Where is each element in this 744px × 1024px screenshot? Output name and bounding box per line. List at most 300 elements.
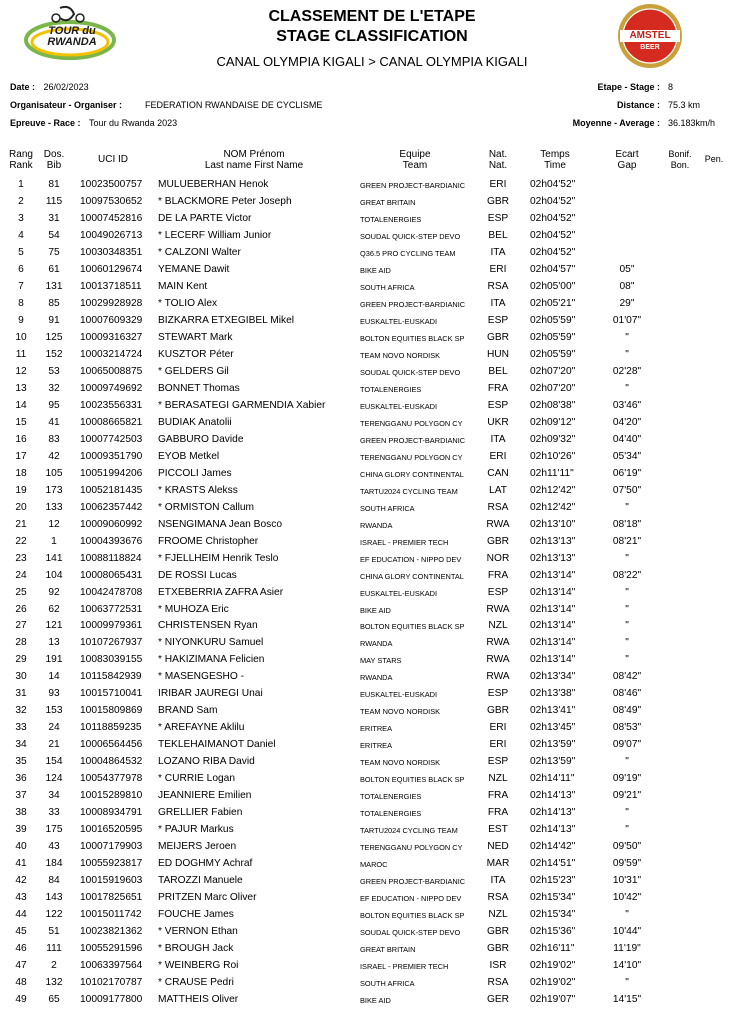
- col-bib: [37, 149, 71, 171]
- rank-cell: 18: [15, 467, 27, 479]
- team-cell: EUSKALTEL-EUSKADI: [360, 690, 438, 700]
- uci-id-cell: 10063772531: [80, 603, 143, 615]
- nationality-cell: FRA: [487, 569, 509, 581]
- team-cell: RWANDA: [360, 639, 393, 649]
- nationality-cell: GBR: [486, 943, 510, 955]
- bib-cell: 95: [48, 399, 60, 411]
- gap-cell: 02'28": [612, 365, 642, 377]
- rider-name-cell: JEANNIERE Emilien: [158, 790, 252, 802]
- team-cell: EUSKALTEL-EUSKADI: [360, 316, 438, 326]
- nationality-cell: ERI: [489, 179, 507, 190]
- bib-cell: 115: [45, 195, 63, 207]
- team-cell: SOUDAL QUICK-STEP DEVO: [360, 928, 461, 938]
- gap-cell: 03'46": [612, 399, 642, 411]
- uci-id-cell: 10015809869: [80, 705, 143, 717]
- table-row: [0, 992, 744, 1009]
- distance-label: Distance :: [616, 100, 660, 110]
- organiser-label: Organisateur - Organiser :: [10, 100, 123, 110]
- bib-cell: 121: [45, 620, 63, 632]
- bib-cell: 81: [48, 179, 60, 190]
- time-cell: 02h09'12": [530, 416, 576, 428]
- distance-value: 75.3 km: [668, 100, 701, 110]
- time-cell: 02h04'52": [530, 179, 576, 190]
- rider-name-cell: * GELDERS Gil: [158, 365, 229, 377]
- bib-cell: 24: [48, 722, 60, 734]
- nationality-cell: GBR: [486, 705, 510, 717]
- col-rank: [4, 149, 38, 171]
- rider-name-cell: IRIBAR JAUREGI Unai: [158, 688, 263, 700]
- rider-name-cell: * CRAUSE Pedri: [158, 977, 234, 989]
- gap-cell: ": [625, 807, 629, 819]
- table-row: [0, 975, 744, 992]
- table-row: [0, 703, 744, 720]
- team-cell: TERENGGANU POLYGON CY: [360, 452, 463, 462]
- rider-name-cell: * HAKIZIMANA Felicien: [158, 654, 265, 666]
- nationality-cell: NZL: [488, 620, 508, 632]
- nationality-cell: NOR: [486, 552, 510, 564]
- gap-cell: ": [625, 654, 629, 666]
- team-cell: EF EDUCATION - NIPPO DEV: [360, 894, 462, 904]
- rider-name-cell: * BROUGH Jack: [158, 943, 234, 955]
- rider-name-cell: EYOB Metkel: [158, 450, 220, 462]
- rank-cell: 1: [18, 179, 24, 190]
- rank-cell: 23: [15, 552, 27, 564]
- uci-id-cell: 10055923817: [80, 858, 143, 870]
- table-row: [0, 720, 744, 737]
- table-row: [0, 737, 744, 754]
- rank-cell: 26: [15, 603, 27, 615]
- table-row: [0, 228, 744, 245]
- uci-id-cell: 10015919603: [80, 875, 143, 887]
- rank-cell: 3: [18, 212, 24, 224]
- table-row: [0, 839, 744, 856]
- uci-id-cell: 10023500757: [80, 179, 143, 190]
- time-cell: 02h15'36": [530, 926, 576, 938]
- bib-cell: 32: [48, 382, 60, 394]
- time-cell: 02h12'42": [530, 484, 576, 496]
- table-row: [0, 618, 744, 635]
- bib-cell: 14: [48, 671, 60, 683]
- gap-cell: ": [625, 909, 629, 921]
- team-cell: BIKE AID: [360, 265, 391, 275]
- time-cell: 02h09'32": [530, 433, 576, 445]
- team-cell: GREEN PROJECT-BARDIANIC: [360, 877, 466, 887]
- date-label: Date :: [10, 82, 36, 92]
- rank-cell: 24: [15, 569, 27, 581]
- bib-cell: 75: [48, 246, 60, 258]
- nationality-cell: FRA: [487, 382, 509, 394]
- bib-cell: 61: [48, 263, 60, 275]
- nationality-cell: ESP: [487, 314, 509, 326]
- logo-left-text: TOUR du RWANDA: [47, 25, 97, 48]
- col-bonif-fr: Bonif.: [668, 149, 692, 159]
- bib-cell: 65: [48, 994, 60, 1006]
- team-cell: GREAT BRITAIN: [360, 945, 416, 955]
- rider-name-cell: NSENGIMANA Jean Bosco: [158, 518, 282, 530]
- nationality-cell: RWA: [486, 518, 510, 530]
- table-row: [0, 890, 744, 907]
- gap-cell: 05'34": [612, 450, 642, 462]
- rank-cell: 32: [15, 705, 27, 717]
- gap-cell: 29": [619, 297, 635, 309]
- col-time-en: Time: [544, 160, 566, 171]
- rider-name-cell: * BLACKMORE Peter Joseph: [158, 195, 292, 207]
- team-cell: BOLTON EQUITIES BLACK SP: [360, 911, 465, 921]
- table-row: [0, 364, 744, 381]
- rank-cell: 30: [15, 671, 27, 683]
- rider-name-cell: GRELLIER Fabien: [158, 807, 243, 819]
- rank-cell: 19: [15, 484, 27, 496]
- rank-cell: 7: [18, 280, 24, 292]
- distance-label-wrap: [560, 100, 660, 110]
- route-title: CANAL OLYMPIA KIGALI > CANAL OLYMPIA KIGALI: [216, 54, 528, 69]
- gap-cell: ": [625, 348, 629, 360]
- gap-cell: ": [625, 501, 629, 513]
- average-value: 36.183km/h: [668, 118, 716, 128]
- table-row: [0, 500, 744, 517]
- gap-cell: ": [625, 382, 629, 394]
- nationality-cell: MAR: [486, 858, 510, 870]
- nationality-cell: RWA: [486, 654, 510, 666]
- uci-id-cell: 10052181435: [80, 484, 143, 496]
- rider-name-cell: KUSZTOR Péter: [158, 348, 234, 360]
- table-row: [0, 449, 744, 466]
- team-cell: BOLTON EQUITIES BLACK SP: [360, 775, 465, 785]
- nationality-cell: RSA: [487, 501, 509, 513]
- rank-cell: 49: [15, 994, 27, 1006]
- bib-cell: 125: [45, 331, 63, 343]
- race-label: Epreuve - Race :: [10, 118, 81, 128]
- uci-id-cell: 10088118824: [80, 552, 142, 564]
- nationality-cell: ITA: [490, 246, 506, 258]
- col-team: [385, 149, 445, 171]
- rank-cell: 31: [15, 688, 27, 700]
- nationality-cell: ERI: [489, 450, 507, 462]
- table-row: [0, 245, 744, 262]
- nationality-cell: ESP: [487, 399, 509, 411]
- team-cell: CHINA GLORY CONTINENTAL: [360, 571, 464, 581]
- gap-cell: 10'31": [612, 875, 642, 887]
- nationality-cell: BEL: [488, 229, 508, 241]
- gap-cell: 08'46": [612, 688, 642, 700]
- time-cell: 02h13'34": [530, 671, 576, 683]
- uci-id-cell: 10054377978: [80, 773, 143, 785]
- bib-cell: 12: [48, 518, 60, 530]
- rider-name-cell: * CALZONI Walter: [158, 246, 241, 258]
- bib-cell: 191: [45, 654, 63, 666]
- uci-id-cell: 10062357442: [80, 501, 143, 513]
- team-cell: TEAM NOVO NORDISK: [360, 758, 441, 768]
- uci-id-cell: 10004864532: [80, 756, 143, 768]
- nationality-cell: ISR: [489, 960, 507, 972]
- team-cell: EUSKALTEL-EUSKADI: [360, 588, 438, 598]
- bib-cell: 92: [48, 586, 60, 598]
- nationality-cell: HUN: [486, 348, 510, 360]
- uci-id-cell: 10008934791: [80, 807, 143, 819]
- time-cell: 02h13'14": [530, 620, 576, 632]
- table-row: [0, 669, 744, 686]
- rank-cell: 2: [18, 195, 24, 207]
- table-row: [0, 822, 744, 839]
- table-row: [0, 313, 744, 330]
- rider-name-cell: * MUHOZA Eric: [158, 603, 229, 615]
- gap-cell: 07'50": [612, 484, 642, 496]
- team-cell: MAROC: [360, 860, 388, 870]
- uci-id-cell: 10115842939: [80, 671, 142, 683]
- rank-cell: 46: [15, 943, 27, 955]
- rank-cell: 14: [15, 399, 27, 411]
- time-cell: 02h19'02": [530, 977, 576, 989]
- rank-cell: 38: [15, 807, 27, 819]
- bib-cell: 54: [48, 229, 60, 241]
- uci-id-cell: 10009316327: [80, 331, 143, 343]
- nationality-cell: ERI: [489, 739, 507, 751]
- team-cell: TARTU2024 CYCLING TEAM: [360, 486, 458, 496]
- nationality-cell: BEL: [488, 365, 508, 377]
- team-cell: ISRAEL - PREMIER TECH: [360, 537, 449, 547]
- rider-name-cell: PICCOLI James: [158, 467, 232, 479]
- bib-cell: 33: [48, 807, 60, 819]
- bib-cell: 91: [48, 314, 60, 326]
- team-cell: BIKE AID: [360, 605, 391, 615]
- team-cell: SOUTH AFRICA: [360, 979, 415, 989]
- rider-name-cell: * VERNON Ethan: [158, 926, 238, 938]
- bib-cell: 133: [45, 501, 63, 513]
- rank-cell: 29: [15, 654, 27, 666]
- team-cell: CHINA GLORY CONTINENTAL: [360, 469, 464, 479]
- rank-cell: 11: [15, 348, 27, 360]
- time-cell: 02h13'14": [530, 569, 576, 581]
- average-label-wrap: [540, 118, 660, 128]
- bib-cell: 141: [45, 552, 63, 564]
- bib-cell: 85: [48, 297, 60, 309]
- gap-cell: ": [625, 824, 629, 836]
- uci-id-cell: 10007609329: [80, 314, 143, 326]
- team-cell: TOTALENERGIES: [360, 214, 422, 224]
- title-french: CLASSEMENT DE L'ETAPE: [268, 8, 476, 25]
- gap-cell: 08'49": [612, 705, 642, 717]
- table-row: [0, 262, 744, 279]
- nationality-cell: ESP: [487, 212, 509, 224]
- bib-cell: 1: [51, 535, 57, 547]
- team-cell: BOLTON EQUITIES BLACK SP: [360, 333, 465, 343]
- table-row: [0, 347, 744, 364]
- rank-cell: 12: [15, 365, 27, 377]
- uci-id-cell: 10007452816: [80, 212, 143, 224]
- rider-name-cell: DE ROSSI Lucas: [158, 569, 237, 581]
- time-cell: 02h10'26": [530, 450, 576, 462]
- bib-cell: 62: [48, 603, 60, 615]
- time-cell: 02h13'59": [530, 756, 576, 768]
- team-cell: SOUDAL QUICK-STEP DEVO: [360, 231, 461, 241]
- col-bib-en: Bib: [46, 160, 62, 171]
- time-cell: 02h13'14": [530, 603, 576, 615]
- bib-cell: 122: [45, 909, 63, 921]
- rank-cell: 48: [15, 977, 27, 989]
- gap-cell: 08": [619, 280, 635, 292]
- date-value: 26/02/2023: [43, 82, 89, 92]
- nationality-cell: ERI: [489, 722, 507, 734]
- table-row: [0, 585, 744, 602]
- team-cell: TOTALENERGIES: [360, 384, 422, 394]
- bib-cell: 2: [51, 960, 57, 972]
- gap-cell: 10'44": [612, 926, 642, 938]
- table-row: [0, 602, 744, 619]
- nationality-cell: EST: [488, 824, 508, 836]
- gap-cell: 09'07": [612, 739, 642, 751]
- bib-cell: 42: [48, 450, 60, 462]
- logo-right-text: AMSTEL: [629, 30, 671, 41]
- rank-cell: 5: [18, 246, 24, 258]
- bib-cell: 132: [45, 977, 63, 989]
- rank-cell: 22: [15, 535, 27, 547]
- uci-id-cell: 10023821362: [80, 926, 143, 938]
- uci-id-cell: 10042478708: [80, 586, 143, 598]
- rider-name-cell: ED DOGHMY Achraf: [158, 858, 253, 870]
- col-time-fr: Temps: [540, 149, 570, 160]
- table-row: [0, 279, 744, 296]
- uci-id-cell: 10063397564: [80, 960, 143, 972]
- team-cell: TEAM NOVO NORDISK: [360, 707, 441, 717]
- nationality-cell: RSA: [487, 892, 509, 904]
- table-row: [0, 856, 744, 873]
- rank-cell: 44: [15, 909, 27, 921]
- rank-cell: 45: [15, 926, 27, 938]
- bib-cell: 153: [45, 705, 63, 717]
- gap-cell: 04'40": [612, 433, 642, 445]
- time-cell: 02h16'11": [530, 943, 575, 955]
- uci-id-cell: 10060129674: [80, 263, 143, 275]
- rider-name-cell: PRITZEN Marc Oliver: [158, 892, 257, 904]
- rank-cell: 17: [15, 450, 27, 462]
- nationality-cell: RSA: [487, 977, 509, 989]
- rider-name-cell: CHRISTENSEN Ryan: [158, 620, 258, 632]
- col-name: [184, 149, 324, 171]
- rider-name-cell: GABBURO Davide: [158, 433, 244, 445]
- rank-cell: 27: [15, 620, 27, 632]
- rank-cell: 21: [15, 518, 27, 530]
- team-cell: RWANDA: [360, 673, 393, 683]
- uci-id-cell: 10009177800: [80, 994, 143, 1006]
- gap-cell: ": [625, 756, 629, 768]
- col-gap: [602, 149, 652, 171]
- rank-cell: 6: [18, 263, 24, 275]
- uci-id-cell: 10049026713: [80, 229, 143, 241]
- bib-cell: 93: [48, 688, 60, 700]
- average-label: Moyenne - Average :: [572, 118, 660, 128]
- nationality-cell: NED: [487, 841, 509, 853]
- rank-cell: 10: [15, 331, 27, 343]
- rider-name-cell: * ORMISTON Callum: [158, 501, 255, 513]
- time-cell: 02h05'00": [530, 280, 576, 292]
- team-cell: TOTALENERGIES: [360, 809, 422, 819]
- rank-cell: 42: [15, 875, 27, 887]
- rank-cell: 8: [18, 297, 24, 309]
- nationality-cell: GBR: [486, 535, 510, 547]
- team-cell: TARTU2024 CYCLING TEAM: [360, 826, 458, 836]
- nationality-cell: ESP: [487, 586, 509, 598]
- nationality-cell: UKR: [487, 416, 509, 428]
- rider-name-cell: TAROZZI Manuele: [158, 875, 243, 887]
- gap-cell: 08'22": [612, 569, 642, 581]
- team-cell: EUSKALTEL-EUSKADI: [360, 401, 438, 411]
- rider-name-cell: BUDIAK Anatolii: [158, 416, 232, 428]
- bib-cell: 41: [48, 416, 60, 428]
- bib-cell: 21: [48, 739, 60, 751]
- table-row: [0, 873, 744, 890]
- col-pen: Pen.: [704, 154, 724, 164]
- uci-id-cell: 10023556331: [80, 399, 143, 411]
- rank-cell: 41: [15, 858, 27, 870]
- bib-cell: 124: [45, 773, 63, 785]
- rank-cell: 47: [15, 960, 27, 972]
- rider-name-cell: MAIN Kent: [158, 280, 208, 292]
- table-row: [0, 194, 744, 211]
- time-cell: 02h08'38": [530, 399, 576, 411]
- bib-cell: 13: [48, 637, 60, 649]
- bib-cell: 53: [48, 365, 60, 377]
- rank-cell: 35: [15, 756, 27, 768]
- nationality-cell: ITA: [490, 297, 506, 309]
- time-cell: 02h13'59": [530, 739, 576, 751]
- bib-cell: 84: [48, 875, 60, 887]
- rank-cell: 15: [15, 416, 27, 428]
- team-cell: RWANDA: [360, 520, 393, 530]
- table-row: [0, 211, 744, 228]
- col-team-fr: Equipe: [399, 149, 431, 160]
- time-cell: 02h13'45": [530, 722, 576, 734]
- team-cell: TOTALENERGIES: [360, 792, 422, 802]
- time-cell: 02h04'52": [530, 195, 576, 207]
- uci-id-cell: 10013718511: [80, 280, 142, 292]
- nationality-cell: GBR: [486, 331, 510, 343]
- time-cell: 02h05'59": [530, 331, 576, 343]
- team-cell: TERENGGANU POLYGON CY: [360, 418, 463, 428]
- nationality-cell: FRA: [487, 807, 509, 819]
- bib-cell: 173: [45, 484, 63, 496]
- nationality-cell: CAN: [487, 467, 509, 479]
- nationality-cell: NZL: [488, 773, 508, 785]
- col-rank-en: Rank: [9, 160, 33, 171]
- gap-cell: 06'19": [612, 467, 642, 479]
- rank-cell: 9: [18, 314, 24, 326]
- rank-cell: 43: [15, 892, 27, 904]
- rank-cell: 20: [15, 501, 27, 513]
- uci-id-cell: 10030348351: [80, 246, 143, 258]
- table-row: [0, 398, 744, 415]
- gap-cell: 09'50": [612, 841, 642, 853]
- table-row: [0, 652, 744, 669]
- gap-cell: 08'21": [612, 535, 642, 547]
- uci-id-cell: 10055291596: [80, 943, 143, 955]
- time-cell: 02h14'13": [530, 824, 576, 836]
- uci-id-cell: 10029928928: [80, 297, 143, 309]
- table-row: [0, 415, 744, 432]
- nationality-cell: ERI: [489, 263, 507, 275]
- nationality-cell: GER: [486, 994, 510, 1006]
- table-row: [0, 330, 744, 347]
- gap-cell: 10'42": [612, 892, 642, 904]
- uci-id-cell: 10008665821: [80, 416, 143, 428]
- table-row: [0, 517, 744, 534]
- uci-id-cell: 10015710041: [80, 688, 143, 700]
- time-cell: 02h13'41": [530, 705, 576, 717]
- uci-id-cell: 10009979361: [80, 620, 143, 632]
- col-uci: UCI ID: [98, 154, 128, 165]
- gap-cell: 09'19": [612, 773, 642, 785]
- table-row: [0, 686, 744, 703]
- nationality-cell: ITA: [490, 875, 506, 887]
